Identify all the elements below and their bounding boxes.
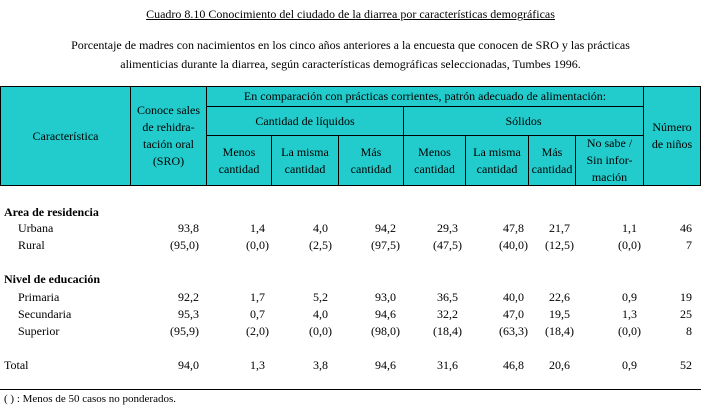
table-subtitle-line2: alimenticias durante la diarrea, según características demográficas seleccionadas, Tumbes 1996. [120,57,581,71]
section-label: Area de residencia [4,205,99,219]
table-row-total: Total 94,0 1,3 3,8 94,6 31,6 46,8 20,6 0,9 52 [4,358,692,372]
table-row: Primaria 92,2 1,7 5,2 93,0 36,5 40,0 22,6 0,9 19 [18,290,692,304]
header-sro: Conoce sales de rehidra- tación oral (SRO) [130,86,207,186]
table-footnote: ( ) : Menos de 50 casos no ponderados. [4,393,176,405]
header-caracteristica: Característica [0,86,131,186]
header-comparacion: En comparación con prácticas corrientes, patrón adecuado de alimentación: [206,86,644,107]
table-row: Rural (95,0) (0,0) (2,5) (97,5) (47,5) (40,0) (12,5) (0,0) 7 [18,238,692,252]
header-col-nosabe: No sabe / Sin infor- mación [575,135,644,186]
section-label: Nivel de educación [4,272,100,286]
table-bottom-rule [0,389,701,390]
table-row: Urbana 93,8 1,4 4,0 94,2 29,3 47,8 21,7 1,1 46 [18,221,692,235]
header-col-sol-misma: La misma cantidad [465,135,529,186]
header-solidos: Sólidos [403,106,644,136]
header-numero: Número de niños [643,86,701,186]
table-row: Secundaria 95,3 0,7 4,0 94,6 32,2 47,0 19,5 1,3 25 [18,307,692,321]
header-col-sol-mas: Más cantidad [528,135,576,186]
header-liquidos: Cantidad de líquidos [206,106,404,136]
header-col-liq-mas: Más cantidad [338,135,404,186]
table-row: Superior (95,9) (2,0) (0,0) (98,0) (18,4) (63,3) (18,4) (0,0) 8 [18,324,692,338]
header-col-liq-misma: La misma cantidad [271,135,339,186]
header-col-sol-menos: Menos cantidad [403,135,466,186]
table-subtitle-line1: Porcentaje de madres con nacimientos en los cinco años anteriores a la encuesta que conocen de SRO y las prácticas [71,38,630,52]
header-col-liq-menos: Menos cantidad [206,135,272,186]
table-title: Cuadro 8.10 Conocimiento del ciudado de la diarrea por características demográficas [146,7,555,21]
